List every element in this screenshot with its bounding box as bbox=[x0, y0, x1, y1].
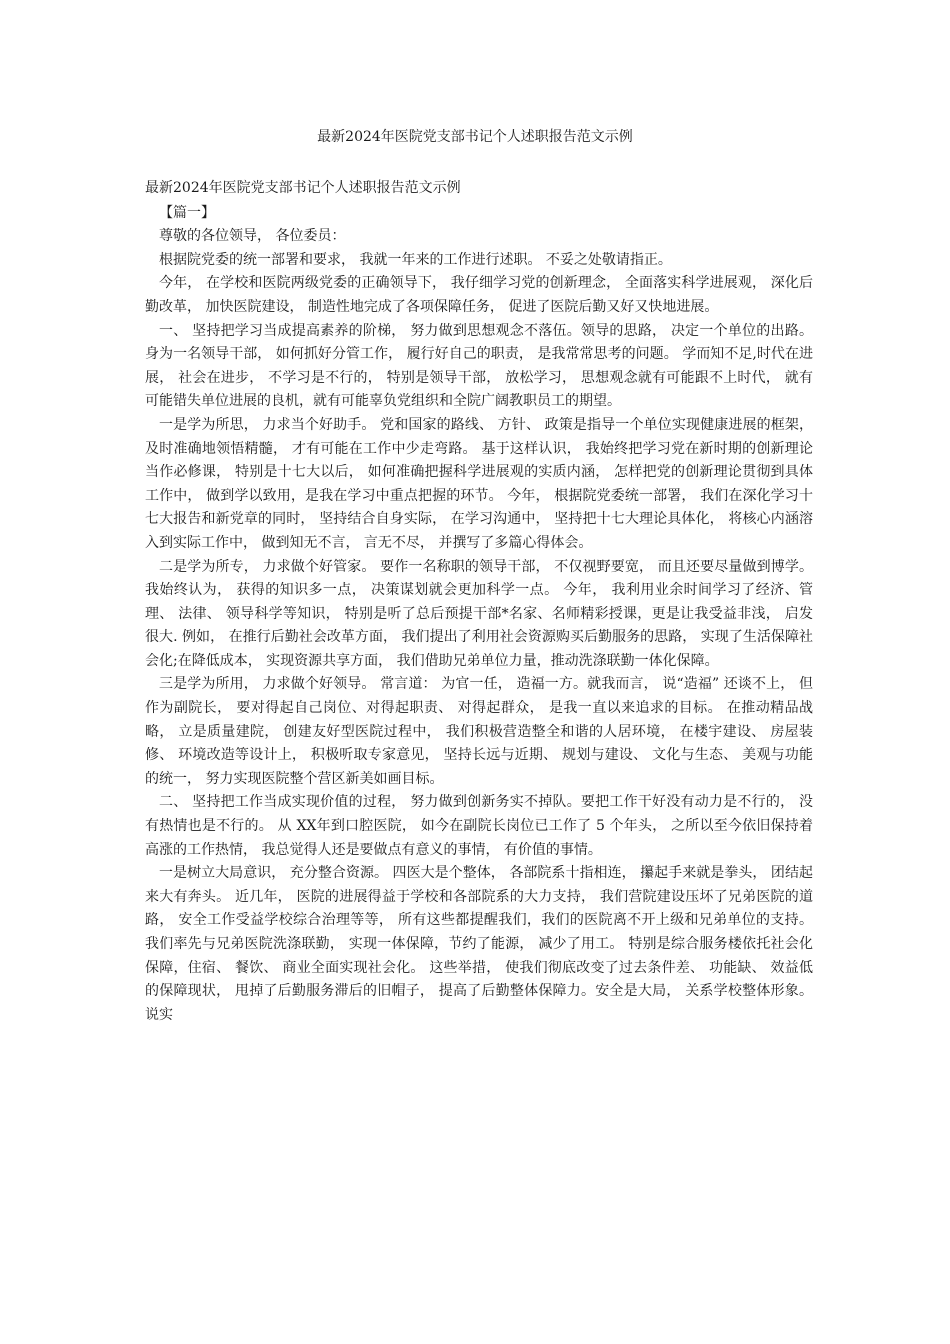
paragraph: 一是学为所思， 力求当个好助手。 党和国家的路线、 方针、 政策是指导一个单位实现健康进展的框架， 及时准确地领悟精髓， 才有可能在工作中少走弯路。 基于这样认识， 我始终把学习党在新时期的创新理论当作必修课， 特别是十七大以后， 如何准确把握科学进展观的实质内涵， 怎样把党的创新理论贯彻到具体工作中， 做到学以致用，是我在学习中重点把握的环节。 今年， 根据院党委统一部署， 我们在深化学习十七大报告和新党章的同时， 坚持结合自身实际， 在学习沟通中， 坚持把十七大理论具体化， 将核心内涵溶入到实际工作中， 做到知无不言， 言无不尽， 并撰写了多篇心得体会。 bbox=[145, 416, 813, 551]
paragraph: 三是学为所用， 力求做个好领导。 常言道： 为官一任， 造福一方。就我而言， 说“造福” 还谈不上， 但作为副院长， 要对得起自己岗位、对得起职责、 对得起群众， 是我一直以来追求的目标。 在推动精品战略， 立是质量建院， 创建友好型医院过程中， 我们积极营造整全和谐的人居环境， 在楼宇建设、 房屋装修、 环境改造等设计上， 积极听取专家意见， 坚持长远与近期、 规划与建设、 文化与生态、 美观与功能的统一， 努力实现医院整个营区新美如画目标。 bbox=[145, 676, 813, 787]
paragraph: 二是学为所专， 力求做个好管家。 要作一名称职的领导干部， 不仅视野要宽， 而且还要尽量做到博学。 我始终认为， 获得的知识多一点， 决策谋划就会更加科学一点。 今年， 我利用业余时间学习了经济、管理、 法律、 领导科学等知识， 特别是听了总后预提干部*名家、名师精彩授课，更是让我受益非浅， 启发很大. 例如， 在推行后勤社会改革方面， 我们提出了利用社会资源购买后勤服务的思路， 实现了生活保障社会化;在降低成本， 实现资源共享方面， 我们借助兄弟单位力量，推动洗涤联勤一体化保障。 bbox=[145, 558, 813, 669]
document-title: 最新2024年医院党支部书记个人述职报告范文示例 bbox=[317, 129, 633, 145]
document-body bbox=[145, 177, 813, 1027]
document-subtitle: 最新2024年医院党支部书记个人述职报告范文示例 bbox=[145, 180, 461, 196]
section-label: 【篇一】 bbox=[159, 204, 215, 221]
paragraph-salutation: 尊敬的各位领导， 各位委员： bbox=[159, 228, 346, 245]
paragraph: 根据院党委的统一部署和要求， 我就一年来的工作进行述职。 不妥之处敬请指正。 bbox=[159, 251, 672, 268]
paragraph: 今年， 在学校和医院两级党委的正确领导下， 我仔细学习党的创新理念， 全面落实科学进展观， 深化后勤改革， 加快医院建设， 制造性地完成了各项保障任务， 促进了医院后勤又好又快地进展。 bbox=[145, 275, 813, 315]
paragraph: 一是树立大局意识， 充分整合资源。 四医大是个整体， 各部院系十指相连， 攥起手来就是拳头， 团结起来大有奔头。 近几年， 医院的进展得益于学校和各部院系的大力支持， 我们营院建设压坏了兄弟医院的道路， 安全工作受益学校综合治理等等， 所有这些都提醒我们，我们的医院离不开上级和兄弟单位的支持。 我们率先与兄弟医院洗涤联勤， 实现一体保障，节约了能源， 减少了用工。 特别是综合服务楼依托社会化保障，住宿、 餐饮、 商业全面实现社会化。 这些举措， 使我们彻底改变了过去条件差、 功能缺、 效益低的保障现状， 甩掉了后勤服务滞后的旧帽子， 提高了后勤整体保障力。安全是大局， 关系学校整体形象。 说实 bbox=[145, 865, 813, 1023]
paragraph: 二、 坚持把工作当成实现价值的过程， 努力做到创新务实不掉队。要把工作干好没有动力是不行的， 没有热情也是不行的。 从 XX年到口腔医院， 如今在副院长岗位已工作了 5 个年头， 之所以至今依旧保持着高涨的工作热情， 我总觉得人还是要做点有意义的事情， 有价值的事情。 bbox=[145, 794, 813, 858]
paragraph: 一、 坚持把学习当成提高素养的阶梯， 努力做到思想观念不落伍。领导的思路， 决定一个单位的出路。 身为一名领导干部， 如何抓好分管工作， 履行好自己的职责， 是我常常思考的问题。 学而知不足,时代在进展， 社会在进步， 不学习是不行的， 特别是领导干部， 放松学习， 思想观念就有可能跟不上时代， 就有可能错失单位进展的良机，就有可能辜负党组织和全院广阔教职员工的期望。 bbox=[145, 322, 813, 410]
